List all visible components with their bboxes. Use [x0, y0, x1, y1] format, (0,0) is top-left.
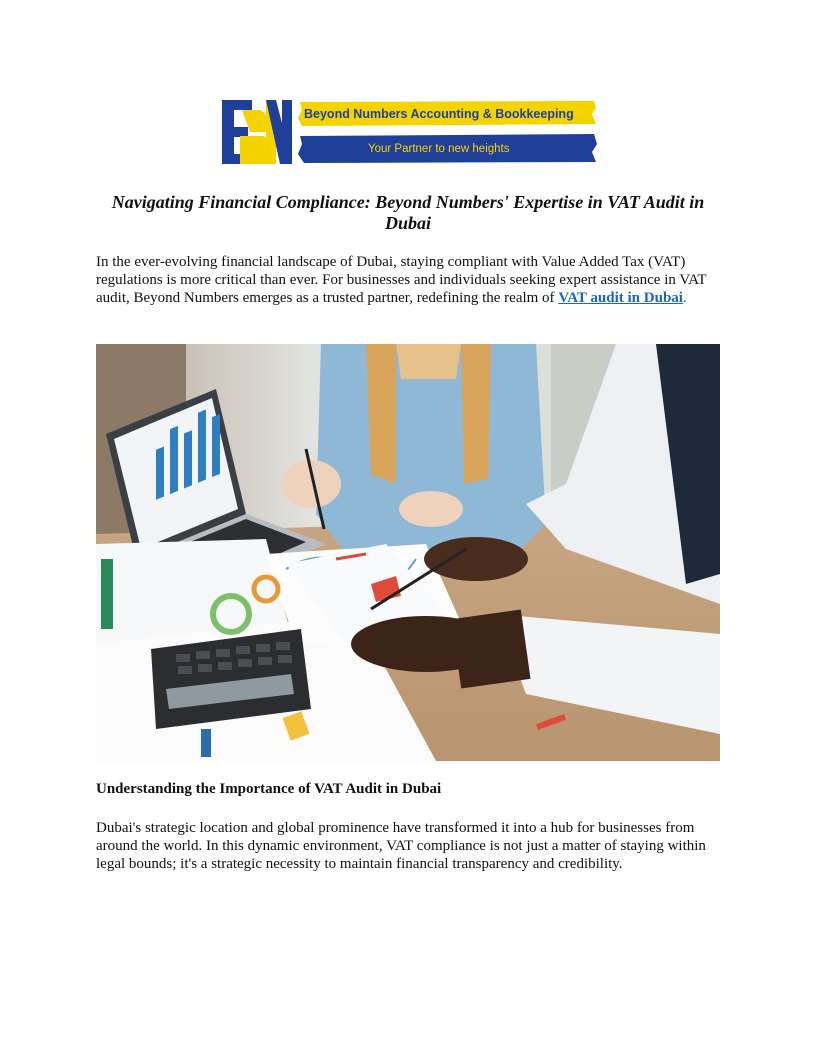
- company-logo: [220, 96, 598, 170]
- office-meeting-photo: [96, 344, 720, 761]
- vat-audit-link[interactable]: VAT audit in Dubai: [558, 290, 683, 307]
- section-heading: Understanding the Importance of VAT Audit in Dubai: [96, 781, 442, 797]
- section-paragraph: Dubai's strategic location and global prominence have transformed it into a hub for businesses from around the world. In this dynamic environment, VAT compliance is not just a matter of staying within legal bounds; it's a strategic necessity to maintain financial transparency and credibility.: [96, 820, 706, 873]
- intro-paragraph: [96, 253, 720, 308]
- document-title: Navigating Financial Compliance: Beyond Numbers' Expertise in VAT Audit in Dubai: [111, 192, 705, 233]
- logo-company-name: Beyond Numbers Accounting & Bookkeeping: [304, 107, 574, 121]
- intro-text: In the ever-evolving financial landscape of Dubai, staying compliant with Value Added Tax (VAT) regulations is more critical than ever. For businesses and individuals seeking expert assistance in VAT audit, Beyond Numbers emerges as a trusted partner, redefining the realm of: [96, 254, 707, 307]
- intro-link-tail: .: [682, 290, 687, 307]
- logo-tagline: Your Partner to new heights: [368, 143, 510, 155]
